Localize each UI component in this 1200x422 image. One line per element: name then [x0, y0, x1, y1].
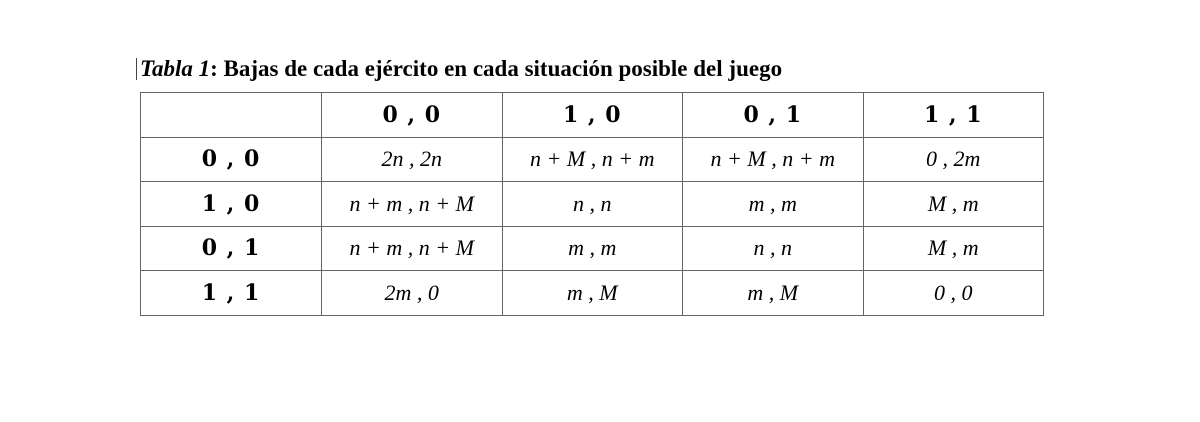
- table-caption-label: Tabla 1: [140, 56, 211, 81]
- table-cell: M , m: [863, 226, 1044, 271]
- table-cell: m , m: [683, 182, 864, 227]
- table-cell: M , m: [863, 182, 1044, 227]
- table-cell: 2m , 0: [322, 271, 503, 316]
- table-cell: 0 , 0: [863, 271, 1044, 316]
- table-cell: m , m: [502, 226, 683, 271]
- row-header: 1 , 0: [141, 182, 322, 227]
- table-cell: n + M , n + m: [502, 137, 683, 182]
- table-row: [141, 137, 1044, 182]
- column-header: 1 , 1: [863, 93, 1044, 138]
- table-row: [141, 182, 1044, 227]
- table-caption-text: : Bajas de cada ejército en cada situación posible del juego: [210, 56, 783, 81]
- table-header-row: [141, 93, 1044, 138]
- table-caption: [140, 56, 782, 82]
- row-header: 0 , 1: [141, 226, 322, 271]
- payoff-table: [140, 92, 1044, 316]
- table-corner-cell: [141, 93, 322, 138]
- table-cell: m , M: [683, 271, 864, 316]
- row-header: 1 , 1: [141, 271, 322, 316]
- caption-container: [136, 52, 782, 86]
- column-header: 0 , 0: [322, 93, 503, 138]
- column-header: 1 , 0: [502, 93, 683, 138]
- table-cell: n , n: [683, 226, 864, 271]
- column-header: 0 , 1: [683, 93, 864, 138]
- table-cell: n + m , n + M: [322, 226, 503, 271]
- table-row: [141, 226, 1044, 271]
- text-cursor: [136, 58, 137, 80]
- table-row: [141, 271, 1044, 316]
- table-cell: m , M: [502, 271, 683, 316]
- table-cell: n + m , n + M: [322, 182, 503, 227]
- row-header: 0 , 0: [141, 137, 322, 182]
- table-cell: 2n , 2n: [322, 137, 503, 182]
- table-cell: 0 , 2m: [863, 137, 1044, 182]
- table-cell: n + M , n + m: [683, 137, 864, 182]
- table-cell: n , n: [502, 182, 683, 227]
